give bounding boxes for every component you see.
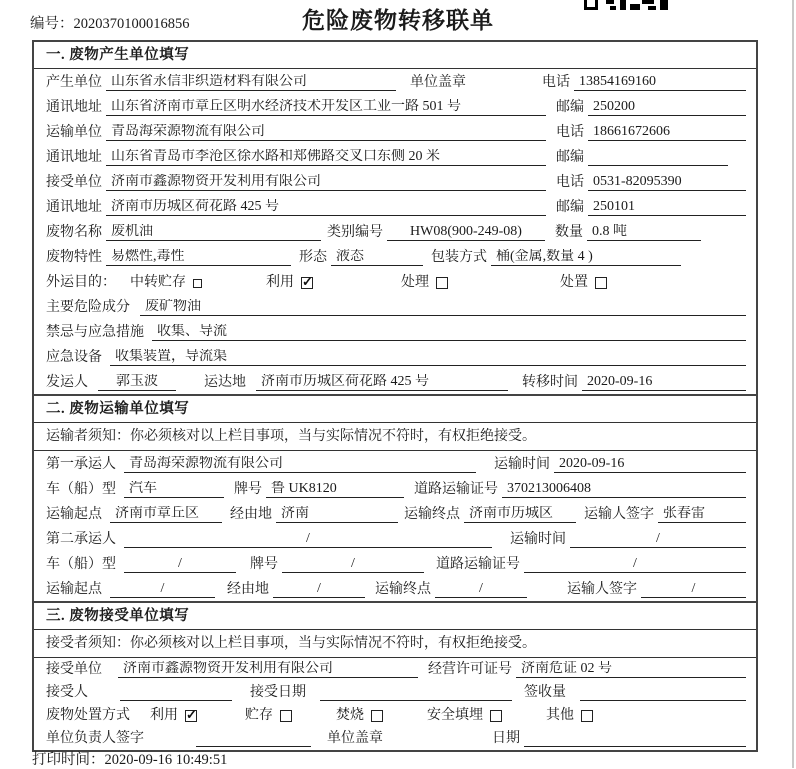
field-label: 废物处置方式 bbox=[46, 708, 130, 723]
row-produce-unit bbox=[34, 69, 756, 94]
row-transport-addr bbox=[34, 144, 756, 169]
via-label: 经由地 bbox=[227, 582, 269, 597]
section-producer bbox=[34, 42, 756, 394]
receiver-person-value bbox=[120, 700, 232, 701]
checkbox-option bbox=[245, 708, 292, 724]
checkbox-option bbox=[266, 275, 313, 291]
option-label: 处置 bbox=[560, 275, 588, 290]
checkbox-option bbox=[401, 275, 448, 291]
waste-code-value: HW08(900-249-08) bbox=[387, 224, 545, 241]
route2-sign: / bbox=[641, 581, 746, 598]
field-label: 主要危险成分 bbox=[46, 300, 130, 315]
produce-addr-zip: 250200 bbox=[588, 99, 746, 116]
responsible-sign-value bbox=[196, 746, 311, 747]
carrier1-value: 青岛海荣源物流有限公司 bbox=[124, 456, 476, 473]
row-waste-attr bbox=[34, 244, 756, 269]
receive-unit-value: 济南市鑫源物资开发利用有限公司 bbox=[106, 174, 546, 191]
checkbox-icon bbox=[581, 710, 593, 722]
checkbox-icon bbox=[193, 279, 202, 288]
tel-label: 电话 bbox=[556, 125, 584, 140]
transport-addr-value: 山东省青岛市李沧区徐水路和郑佛路交叉口东侧 20 米 bbox=[106, 149, 546, 166]
option-label: 利用 bbox=[266, 275, 294, 290]
field-label: 运输起点 bbox=[46, 582, 102, 597]
section-3-title: 三. 废物接受单位填写 bbox=[34, 603, 756, 630]
time-label: 运输时间 bbox=[494, 457, 550, 472]
row-danger bbox=[34, 294, 756, 319]
scan-page-edge bbox=[792, 0, 794, 768]
checkbox-icon bbox=[436, 277, 448, 289]
end-label: 运输终点 bbox=[375, 582, 431, 597]
row-waste-name bbox=[34, 219, 756, 244]
option-label: 安全填埋 bbox=[427, 708, 483, 723]
transfer-form bbox=[32, 40, 758, 752]
route2-end: / bbox=[435, 581, 527, 598]
vehicle1-plate: 鲁 UK8120 bbox=[266, 481, 404, 498]
route1-via: 济南 bbox=[276, 506, 398, 523]
vehicle1-type: 汽车 bbox=[124, 481, 224, 498]
code-label: 类别编号 bbox=[327, 225, 383, 240]
serial-number: 2020370100016856 bbox=[73, 16, 190, 32]
checkbox-option bbox=[336, 708, 383, 724]
qr-code-icon bbox=[584, 0, 668, 11]
transport-unit-tel: 18661672606 bbox=[588, 124, 746, 141]
field-label: 通讯地址 bbox=[46, 150, 102, 165]
receive-addr-value: 济南市历城区荷花路 425 号 bbox=[106, 199, 546, 216]
end-label: 运输终点 bbox=[404, 507, 460, 522]
print-time-label: 打印时间： bbox=[32, 752, 105, 768]
field-label: 接受单位 bbox=[46, 175, 102, 190]
transport-addr-zip bbox=[588, 165, 728, 166]
row-receive-addr bbox=[34, 194, 756, 219]
zip-label: 邮编 bbox=[556, 100, 584, 115]
vehicle1-cert: 370213006408 bbox=[502, 481, 746, 498]
field-label: 运输单位 bbox=[46, 125, 102, 140]
waste-attr-value: 易燃性,毒性 bbox=[106, 249, 291, 266]
field-label: 接受单位 bbox=[46, 662, 102, 677]
row-carrier2 bbox=[34, 526, 756, 551]
checkbox-icon bbox=[371, 710, 383, 722]
date-label: 日期 bbox=[492, 731, 520, 746]
field-label: 单位负责人签字 bbox=[46, 731, 144, 746]
cert-label: 道路运输证号 bbox=[414, 482, 498, 497]
field-label: 外运目的： bbox=[46, 275, 116, 290]
row-emergency bbox=[34, 319, 756, 344]
row-sender bbox=[34, 369, 756, 394]
vehicle2-plate: / bbox=[282, 556, 424, 573]
zip-label: 邮编 bbox=[556, 150, 584, 165]
checkbox-option bbox=[150, 708, 197, 724]
row-disposal bbox=[34, 704, 756, 727]
transfer-time-label: 转移时间 bbox=[522, 375, 578, 390]
checkbox-icon bbox=[301, 277, 313, 289]
receive-addr-zip: 250101 bbox=[588, 199, 746, 216]
checkbox-icon bbox=[280, 710, 292, 722]
tel-label: 电话 bbox=[556, 175, 584, 190]
route2-start: / bbox=[110, 581, 215, 598]
plate-label: 牌号 bbox=[250, 557, 278, 572]
option-label: 利用 bbox=[150, 708, 178, 723]
field-label: 发运人 bbox=[46, 375, 88, 390]
field-label: 运输起点 bbox=[46, 507, 102, 522]
checkbox-option bbox=[130, 275, 202, 291]
document-header bbox=[0, 0, 796, 38]
vehicle2-type: / bbox=[124, 556, 236, 573]
option-label: 其他 bbox=[546, 708, 574, 723]
sign-date-value bbox=[524, 746, 746, 747]
serial-label: 编号： bbox=[30, 16, 74, 32]
stamp-label: 单位盖章 bbox=[410, 75, 466, 90]
produce-unit-value: 山东省永信非织造材料有限公司 bbox=[106, 74, 396, 91]
carrier2-time: / bbox=[570, 531, 746, 548]
dest-value: 济南市历城区荷花路 425 号 bbox=[256, 374, 508, 391]
row-route1 bbox=[34, 501, 756, 526]
row-vehicle2 bbox=[34, 551, 756, 576]
field-label: 废物特性 bbox=[46, 250, 102, 265]
route1-sign: 张春雷 bbox=[658, 506, 746, 523]
print-time-line bbox=[32, 748, 227, 769]
plate-label: 牌号 bbox=[234, 482, 262, 497]
transporter-notice: 运输者须知：你必须核对以上栏目事项，当与实际情况不符时，有权拒绝接受。 bbox=[34, 423, 756, 451]
option-label: 贮存 bbox=[245, 708, 273, 723]
pack-label: 包装方式 bbox=[431, 250, 487, 265]
via-label: 经由地 bbox=[230, 507, 272, 522]
transport-unit-value: 青岛海荣源物流有限公司 bbox=[106, 124, 546, 141]
sign-label: 运输人签字 bbox=[584, 507, 654, 522]
row-responsible-sign bbox=[34, 727, 756, 750]
zip-label: 邮编 bbox=[556, 200, 584, 215]
checkbox-icon bbox=[490, 710, 502, 722]
route1-end: 济南市历城区 bbox=[464, 506, 576, 523]
qty-label: 数量 bbox=[555, 225, 583, 240]
row-receive-unit bbox=[34, 169, 756, 194]
checkbox-icon bbox=[595, 277, 607, 289]
section-2-title: 二. 废物运输单位填写 bbox=[34, 396, 756, 423]
field-label: 应急设备 bbox=[46, 350, 102, 365]
row-purpose bbox=[34, 269, 756, 294]
field-label: 第一承运人 bbox=[46, 457, 116, 472]
emergency-value: 收集、导流 bbox=[152, 324, 746, 341]
row-equipment bbox=[34, 344, 756, 369]
transfer-time-value: 2020-09-16 bbox=[582, 374, 746, 391]
row-carrier1 bbox=[34, 451, 756, 476]
stamp-label: 单位盖章 bbox=[327, 731, 383, 746]
option-label: 中转贮存 bbox=[130, 275, 186, 290]
print-time-value: 2020-09-16 10:49:51 bbox=[104, 752, 228, 768]
form-label: 形态 bbox=[299, 250, 327, 265]
row-vehicle1 bbox=[34, 476, 756, 501]
vehicle2-cert: / bbox=[524, 556, 746, 573]
field-label: 废物名称 bbox=[46, 225, 102, 240]
produce-addr-value: 山东省济南市章丘区明水经济技术开发区工业一路 501 号 bbox=[106, 99, 546, 116]
option-label: 处理 bbox=[401, 275, 429, 290]
field-label: 通讯地址 bbox=[46, 100, 102, 115]
field-label: 接受人 bbox=[46, 685, 88, 700]
checkbox-option bbox=[560, 275, 607, 291]
section-transporter bbox=[34, 394, 756, 601]
carrier2-value: / bbox=[124, 531, 492, 548]
route1-start: 济南市章丘区 bbox=[110, 506, 222, 523]
receive-date-label: 接受日期 bbox=[250, 685, 306, 700]
cert-label: 道路运输证号 bbox=[436, 557, 520, 572]
license-label: 经营许可证号 bbox=[428, 662, 512, 677]
field-label: 车（船）型 bbox=[46, 482, 116, 497]
field-label: 车（船）型 bbox=[46, 557, 116, 572]
waste-qty-value: 0.8 吨 bbox=[587, 224, 701, 241]
waste-pack-value: 桶(金属,数量 4 ) bbox=[491, 249, 681, 266]
receiver-unit-value: 济南市鑫源物资开发利用有限公司 bbox=[118, 661, 418, 678]
row-receiver-person bbox=[34, 681, 756, 704]
field-label: 第二承运人 bbox=[46, 532, 116, 547]
dest-label: 运达地 bbox=[204, 375, 246, 390]
checkbox-option bbox=[427, 708, 502, 724]
waste-name-value: 废机油 bbox=[106, 224, 321, 241]
row-produce-addr bbox=[34, 94, 756, 119]
receiver-notice: 接受者须知：你必须核对以上栏目事项，当与实际情况不符时，有权拒绝接受。 bbox=[34, 630, 756, 658]
page-title: 危险废物转移联单 bbox=[302, 8, 494, 33]
receipt-qty-label: 签收量 bbox=[524, 685, 566, 700]
equipment-value: 收集装置，导流渠 bbox=[110, 349, 746, 366]
row-route2 bbox=[34, 576, 756, 601]
checkbox-option bbox=[546, 708, 593, 724]
carrier1-time: 2020-09-16 bbox=[554, 456, 746, 473]
tel-label: 电话 bbox=[542, 75, 570, 90]
receive-unit-tel: 0531-82095390 bbox=[588, 174, 746, 191]
section-1-title: 一. 废物产生单位填写 bbox=[34, 42, 756, 69]
row-receiver-unit bbox=[34, 658, 756, 681]
sender-value: 郭玉波 bbox=[98, 374, 176, 391]
waste-form-value: 液态 bbox=[331, 249, 423, 266]
option-label: 焚烧 bbox=[336, 708, 364, 723]
produce-unit-tel: 13854169160 bbox=[574, 74, 746, 91]
section-receiver bbox=[34, 601, 756, 750]
field-label: 通讯地址 bbox=[46, 200, 102, 215]
field-label: 产生单位 bbox=[46, 75, 102, 90]
receive-date-value bbox=[320, 700, 512, 701]
receipt-qty-value bbox=[580, 700, 746, 701]
license-value: 济南危证 02 号 bbox=[516, 661, 746, 678]
field-label: 禁忌与应急措施 bbox=[46, 325, 144, 340]
checkbox-icon bbox=[185, 710, 197, 722]
time-label: 运输时间 bbox=[510, 532, 566, 547]
row-transport-unit bbox=[34, 119, 756, 144]
route2-via: / bbox=[273, 581, 365, 598]
danger-value: 废矿物油 bbox=[140, 299, 746, 316]
sign-label: 运输人签字 bbox=[567, 582, 637, 597]
